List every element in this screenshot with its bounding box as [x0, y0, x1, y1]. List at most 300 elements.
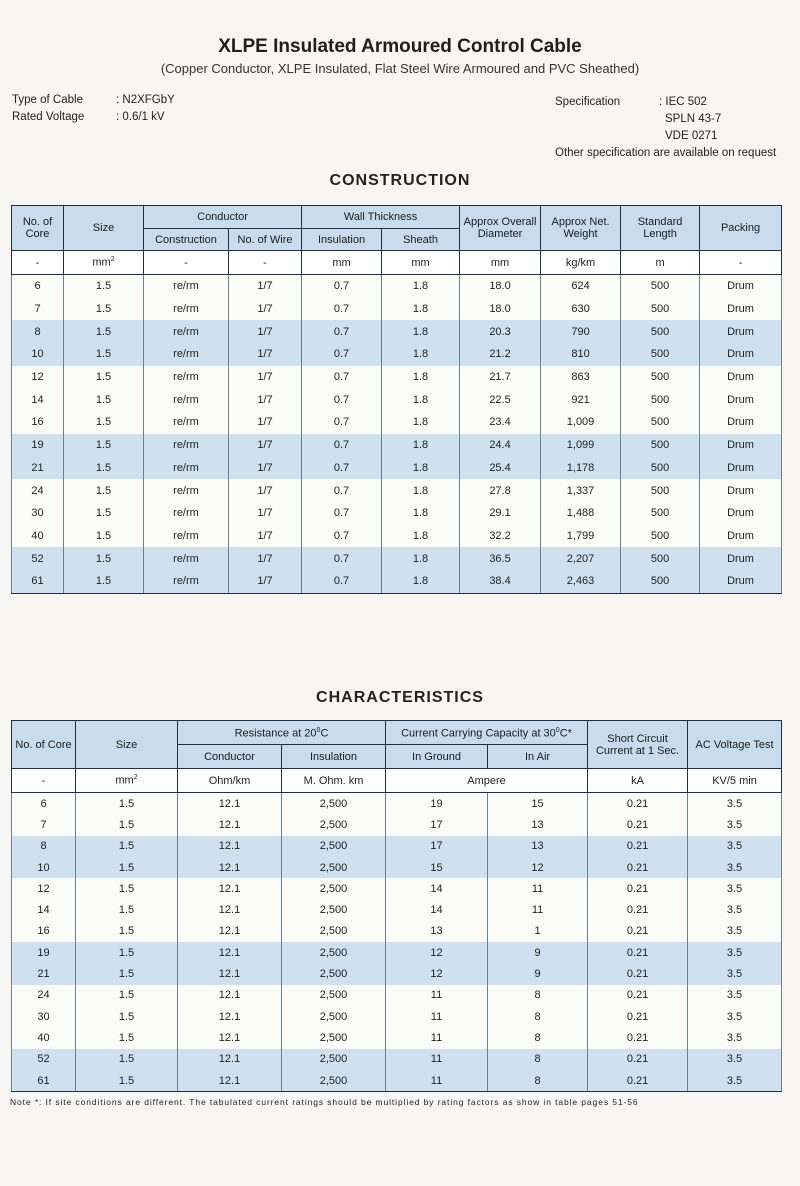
table-cell: 1,099 [541, 434, 621, 457]
table-cell: 3.5 [688, 814, 782, 835]
table-row [12, 1006, 782, 1027]
table-cell: Drum [700, 457, 782, 480]
table-cell: 0.21 [588, 942, 688, 963]
table-cell: 1.5 [64, 502, 144, 525]
unit-cell: m [621, 251, 700, 275]
table-cell: 3.5 [688, 921, 782, 942]
table-cell: 12.1 [178, 1006, 282, 1027]
table-cell: 500 [621, 320, 700, 343]
table-cell: 1.5 [64, 411, 144, 434]
table-cell: 0.7 [302, 434, 382, 457]
table-cell: 1.5 [76, 921, 178, 942]
table-cell: 0.7 [302, 366, 382, 389]
table-cell: 1.8 [382, 547, 460, 570]
table-cell: 500 [621, 434, 700, 457]
table-row [12, 963, 782, 984]
table-cell: 15 [488, 793, 588, 815]
table-cell: 2,500 [282, 1070, 386, 1092]
table-cell: 8 [12, 836, 76, 857]
table-cell: 3.5 [688, 836, 782, 857]
table-cell: 14 [386, 899, 488, 920]
table-row [12, 1070, 782, 1092]
col-current-capacity: Current Carrying Capacity at $30^0C*$ [386, 721, 588, 745]
table-cell: re/rm [144, 434, 229, 457]
table-cell: Drum [700, 434, 782, 457]
unit-cell: - [144, 251, 229, 275]
table-cell: 1.5 [64, 366, 144, 389]
units-row [12, 251, 782, 275]
table-cell: 500 [621, 457, 700, 480]
table-cell: re/rm [144, 457, 229, 480]
table-cell: 20.3 [460, 320, 541, 343]
table-cell: 14 [12, 388, 64, 411]
table-cell: 1.5 [64, 525, 144, 548]
unit-cell: Ohm/km [178, 769, 282, 793]
table-cell: 0.7 [302, 388, 382, 411]
table-cell: 500 [621, 525, 700, 548]
spec-value: : IEC 502 [659, 96, 707, 108]
table-cell: Drum [700, 502, 782, 525]
table-cell: 863 [541, 366, 621, 389]
table-cell: 13 [488, 836, 588, 857]
table-cell: 1.5 [76, 985, 178, 1006]
table-cell: 24.4 [460, 434, 541, 457]
table-cell: 27.8 [460, 479, 541, 502]
table-cell: 1/7 [229, 343, 302, 366]
table-cell: 1.5 [64, 457, 144, 480]
table-cell: 3.5 [688, 985, 782, 1006]
table-cell: 1.5 [76, 1049, 178, 1070]
table-cell: 2,500 [282, 878, 386, 899]
page-subtitle: (Copper Conductor, XLPE Insulated, Flat Steel Wire Armoured and PVC Sheathed) [160, 61, 640, 76]
table-cell: 500 [621, 570, 700, 593]
table-cell: 8 [488, 1027, 588, 1048]
table-cell: 790 [541, 320, 621, 343]
table-cell: 25.4 [460, 457, 541, 480]
table-cell: 7 [12, 814, 76, 835]
col-conductor: Conductor [178, 745, 282, 769]
table-cell: 1.8 [382, 320, 460, 343]
table-cell: Drum [700, 343, 782, 366]
table-cell: 8 [488, 1070, 588, 1092]
table-cell: 2,463 [541, 570, 621, 593]
table-cell: re/rm [144, 502, 229, 525]
table-cell: 11 [488, 878, 588, 899]
table-cell: Drum [700, 411, 782, 434]
table-row [12, 320, 782, 343]
table-cell: 1/7 [229, 275, 302, 298]
table-cell: 16 [12, 921, 76, 942]
table-cell: 2,207 [541, 547, 621, 570]
table-cell: 30 [12, 1006, 76, 1027]
table-cell: 61 [12, 1070, 76, 1092]
table-cell: 500 [621, 411, 700, 434]
table-cell: Drum [700, 570, 782, 593]
page-title: XLPE Insulated Armoured Control Cable [218, 36, 582, 57]
table-cell: 0.7 [302, 343, 382, 366]
construction-title: CONSTRUCTION [329, 172, 471, 189]
table-row [12, 878, 782, 899]
table-cell: 1.5 [64, 320, 144, 343]
table-cell: 0.21 [588, 814, 688, 835]
table-row [12, 899, 782, 920]
table-cell: 1.5 [76, 836, 178, 857]
table-cell: 500 [621, 298, 700, 321]
table-cell: 30 [12, 502, 64, 525]
table-cell: 32.2 [460, 525, 541, 548]
table-cell: 21 [12, 963, 76, 984]
table-cell: 2,500 [282, 1027, 386, 1048]
table-cell: re/rm [144, 411, 229, 434]
unit-cell: - [700, 251, 782, 275]
table-cell: 18.0 [460, 298, 541, 321]
table-cell: 12 [488, 857, 588, 878]
table-cell: 1 [488, 921, 588, 942]
table-cell: 1.8 [382, 298, 460, 321]
table-cell: 3.5 [688, 1027, 782, 1048]
table-cell: 1/7 [229, 298, 302, 321]
units-row [12, 769, 782, 793]
table-row [12, 570, 782, 593]
table-cell: 1/7 [229, 525, 302, 548]
table-cell: 0.21 [588, 793, 688, 815]
table-cell: 1.8 [382, 343, 460, 366]
table-cell: Drum [700, 366, 782, 389]
table-cell: 1.8 [382, 457, 460, 480]
table-cell: 0.7 [302, 411, 382, 434]
table-row [12, 525, 782, 548]
table-cell: 12.1 [178, 814, 282, 835]
table-cell: 0.7 [302, 479, 382, 502]
col-conductor: Conductor [144, 206, 302, 229]
table-cell: Drum [700, 275, 782, 298]
table-cell: 24 [12, 479, 64, 502]
table-cell: 2,500 [282, 836, 386, 857]
table-cell: 38.4 [460, 570, 541, 593]
col-resistance: Resistance at $20^0C$ [178, 721, 386, 745]
table-cell: 19 [12, 942, 76, 963]
table-cell: 1.8 [382, 502, 460, 525]
table-cell: 2,500 [282, 814, 386, 835]
unit-cell: mm [460, 251, 541, 275]
table-cell: 0.21 [588, 836, 688, 857]
table-cell: 3.5 [688, 963, 782, 984]
col-size: Size [64, 206, 144, 251]
table-cell: 1,009 [541, 411, 621, 434]
spec-value: VDE 0271 [665, 130, 718, 142]
table-cell: 0.21 [588, 963, 688, 984]
table-cell: 2,500 [282, 857, 386, 878]
table-cell: 13 [386, 921, 488, 942]
table-cell: 12.1 [178, 1049, 282, 1070]
table-cell: 12.1 [178, 899, 282, 920]
table-cell: 0.21 [588, 1049, 688, 1070]
table-row [12, 502, 782, 525]
cable-info [12, 92, 175, 126]
table-cell: re/rm [144, 570, 229, 593]
unit-cell: - [229, 251, 302, 275]
table-cell: 21.7 [460, 366, 541, 389]
table-cell: 12.1 [178, 1070, 282, 1092]
table-cell: 1.5 [76, 1070, 178, 1092]
characteristics-table [11, 720, 782, 1092]
table-cell: 12.1 [178, 963, 282, 984]
table-cell: 2,500 [282, 963, 386, 984]
table-row [12, 942, 782, 963]
table-cell: 1.8 [382, 366, 460, 389]
table-cell: 10 [12, 343, 64, 366]
table-cell: 0.7 [302, 547, 382, 570]
table-cell: 0.21 [588, 878, 688, 899]
col-no-core: No. of Core [12, 721, 76, 769]
table-cell: 2,500 [282, 1049, 386, 1070]
table-cell: 52 [12, 547, 64, 570]
table-cell: 921 [541, 388, 621, 411]
table-cell: 1,799 [541, 525, 621, 548]
table-cell: 500 [621, 343, 700, 366]
table-cell: 21.2 [460, 343, 541, 366]
table-cell: 1.8 [382, 525, 460, 548]
table-cell: 17 [386, 814, 488, 835]
table-cell: 8 [488, 1049, 588, 1070]
voltage-value: : 0.6/1 kV [116, 111, 165, 123]
table-cell: 3.5 [688, 857, 782, 878]
table-cell: 0.7 [302, 502, 382, 525]
table-cell: 36.5 [460, 547, 541, 570]
table-cell: 14 [386, 878, 488, 899]
table-cell: 11 [386, 1006, 488, 1027]
table-row [12, 388, 782, 411]
table-cell: 18.0 [460, 275, 541, 298]
table-cell: 2,500 [282, 921, 386, 942]
table-cell: 1/7 [229, 320, 302, 343]
table-cell: 0.21 [588, 1027, 688, 1048]
specification-info [555, 94, 776, 162]
table-cell: 23.4 [460, 411, 541, 434]
col-construction: Construction [144, 229, 229, 251]
table-cell: 1/7 [229, 411, 302, 434]
table-cell: 10 [12, 857, 76, 878]
table-row [12, 343, 782, 366]
table-cell: 1.8 [382, 275, 460, 298]
table-cell: 1.5 [76, 942, 178, 963]
table-cell: 11 [386, 985, 488, 1006]
table-cell: re/rm [144, 547, 229, 570]
table-cell: re/rm [144, 320, 229, 343]
col-no-wire: No. of Wire [229, 229, 302, 251]
table-cell: 12.1 [178, 985, 282, 1006]
table-cell: 1/7 [229, 502, 302, 525]
table-cell: 1/7 [229, 434, 302, 457]
table-cell: 2,500 [282, 899, 386, 920]
table-cell: 0.7 [302, 275, 382, 298]
table-cell: 0.7 [302, 298, 382, 321]
table-cell: 1/7 [229, 479, 302, 502]
table-cell: 1.8 [382, 411, 460, 434]
table-cell: 0.21 [588, 857, 688, 878]
table-cell: 1.8 [382, 479, 460, 502]
table-cell: 1.5 [76, 963, 178, 984]
col-packing: Packing [700, 206, 782, 251]
table-cell: 12.1 [178, 878, 282, 899]
table-cell: re/rm [144, 479, 229, 502]
table-cell: 1/7 [229, 366, 302, 389]
table-cell: 0.21 [588, 1006, 688, 1027]
table-cell: 3.5 [688, 878, 782, 899]
table-cell: 11 [488, 899, 588, 920]
table-cell: 1.5 [64, 343, 144, 366]
table-cell: 1.5 [76, 1027, 178, 1048]
table-cell: 3.5 [688, 899, 782, 920]
table-cell: 1.5 [76, 1006, 178, 1027]
unit-cell: mm [382, 251, 460, 275]
col-size: Size [76, 721, 178, 769]
table-cell: 6 [12, 793, 76, 815]
table-cell: 1.8 [382, 434, 460, 457]
spec-other: Other specification are available on request [555, 147, 777, 159]
table-cell: 19 [12, 434, 64, 457]
table-row [12, 1049, 782, 1070]
table-cell: 52 [12, 1049, 76, 1070]
table-cell: 1.5 [76, 857, 178, 878]
table-cell: 3.5 [688, 1006, 782, 1027]
table-cell: 2,500 [282, 985, 386, 1006]
table-cell: 1.5 [64, 275, 144, 298]
col-insulation: Insulation [282, 745, 386, 769]
table-row [12, 793, 782, 815]
table-cell: 22.5 [460, 388, 541, 411]
table-cell: 0.21 [588, 899, 688, 920]
col-in-air: In Air [488, 745, 588, 769]
unit-cell: $mm^2$ [76, 769, 178, 793]
unit-cell: $mm^2$ [64, 251, 144, 275]
table-cell: 0.7 [302, 457, 382, 480]
table-cell: re/rm [144, 343, 229, 366]
table-cell: 1.5 [64, 570, 144, 593]
table-cell: 1.5 [64, 434, 144, 457]
table-cell: 1.5 [76, 878, 178, 899]
table-cell: 40 [12, 1027, 76, 1048]
unit-cell: - [12, 251, 64, 275]
construction-table [11, 205, 782, 594]
table-cell: Drum [700, 525, 782, 548]
table-cell: 12 [12, 878, 76, 899]
table-cell: 19 [386, 793, 488, 815]
table-cell: Drum [700, 388, 782, 411]
table-cell: 3.5 [688, 942, 782, 963]
voltage-label: Rated Voltage [12, 111, 85, 123]
table-cell: 24 [12, 985, 76, 1006]
table-cell: 7 [12, 298, 64, 321]
table-cell: re/rm [144, 388, 229, 411]
table-cell: Drum [700, 479, 782, 502]
table-cell: 29.1 [460, 502, 541, 525]
table-cell: 0.7 [302, 525, 382, 548]
spec-label: Specification [555, 96, 621, 108]
table-cell: 12.1 [178, 836, 282, 857]
table-cell: 0.21 [588, 985, 688, 1006]
table-row [12, 547, 782, 570]
table-cell: 1/7 [229, 570, 302, 593]
table-cell: 40 [12, 525, 64, 548]
table-cell: 1,178 [541, 457, 621, 480]
table-cell: 13 [488, 814, 588, 835]
table-cell: 1.5 [64, 298, 144, 321]
table-cell: 1/7 [229, 457, 302, 480]
table-cell: 0.7 [302, 320, 382, 343]
table-cell: 17 [386, 836, 488, 857]
table-row [12, 366, 782, 389]
table-cell: 1.8 [382, 388, 460, 411]
table-cell: 15 [386, 857, 488, 878]
table-row [12, 479, 782, 502]
table-cell: Drum [700, 320, 782, 343]
table-row [12, 836, 782, 857]
table-cell: 2,500 [282, 942, 386, 963]
table-cell: 1.5 [76, 899, 178, 920]
col-ac-voltage: AC Voltage Test [688, 721, 782, 769]
table-cell: 0.21 [588, 1070, 688, 1092]
col-in-ground: In Ground [386, 745, 488, 769]
table-cell: 500 [621, 366, 700, 389]
col-wall-thickness: Wall Thickness [302, 206, 460, 229]
table-cell: 1.8 [382, 570, 460, 593]
table-cell: 1.5 [76, 793, 178, 815]
table-cell: 0.21 [588, 921, 688, 942]
unit-cell: kg/km [541, 251, 621, 275]
table-cell: 500 [621, 502, 700, 525]
table-cell: 630 [541, 298, 621, 321]
table-cell: 2,500 [282, 1006, 386, 1027]
col-sheath: Sheath [382, 229, 460, 251]
table-row [12, 298, 782, 321]
table-cell: 11 [386, 1070, 488, 1092]
table-cell: re/rm [144, 275, 229, 298]
table-cell: 8 [488, 985, 588, 1006]
col-weight: Approx Net. Weight [541, 206, 621, 251]
spec-value: SPLN 43-7 [665, 113, 722, 125]
table-cell: 1.5 [76, 814, 178, 835]
table-cell: 1.5 [64, 547, 144, 570]
table-cell: 12.1 [178, 857, 282, 878]
table-cell: 2,500 [282, 793, 386, 815]
table-row [12, 1027, 782, 1048]
table-cell: 500 [621, 547, 700, 570]
unit-cell: KV/5 min [688, 769, 782, 793]
col-short-circuit: Short Circuit Current at 1 Sec. [588, 721, 688, 769]
table-cell: 624 [541, 275, 621, 298]
table-cell: 61 [12, 570, 64, 593]
table-cell: 12 [12, 366, 64, 389]
table-cell: Drum [700, 547, 782, 570]
table-cell: 12.1 [178, 942, 282, 963]
unit-cell: Ampere [386, 769, 588, 793]
table-cell: 1,337 [541, 479, 621, 502]
unit-cell: mm [302, 251, 382, 275]
col-diameter: Approx Overall Diameter [460, 206, 541, 251]
table-cell: 9 [488, 963, 588, 984]
table-cell: 1/7 [229, 388, 302, 411]
table-cell: re/rm [144, 525, 229, 548]
table-cell: 8 [488, 1006, 588, 1027]
table-cell: 14 [12, 899, 76, 920]
unit-cell: - [12, 769, 76, 793]
table-cell: Drum [700, 298, 782, 321]
table-row [12, 434, 782, 457]
table-row [12, 921, 782, 942]
type-value: : N2XFGbY [116, 94, 175, 106]
table-cell: 500 [621, 388, 700, 411]
